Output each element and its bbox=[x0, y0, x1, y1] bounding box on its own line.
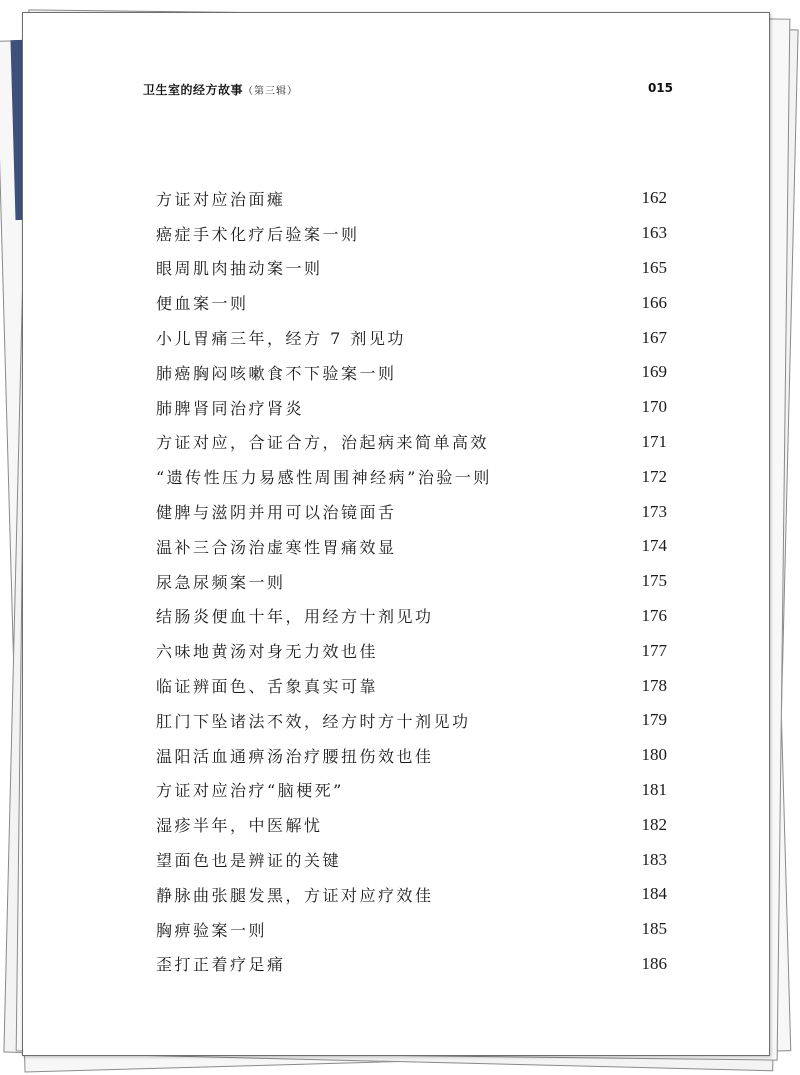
toc-entry bbox=[156, 459, 667, 494]
toc-entry-title: 温阳活血通痹汤治疗腰扭伤效也佳 bbox=[156, 746, 434, 766]
toc-entry bbox=[156, 842, 667, 877]
toc-entry-title: 肺脾肾同治疗肾炎 bbox=[156, 398, 305, 418]
running-head bbox=[143, 81, 673, 101]
toc-entry-page: 165 bbox=[641, 257, 667, 277]
toc-entry-title: 湿疹半年，中医解忧 bbox=[156, 816, 323, 836]
toc-entry-page: 181 bbox=[641, 779, 667, 799]
toc-entry bbox=[156, 912, 667, 947]
toc-entry bbox=[156, 738, 667, 773]
toc-entry bbox=[156, 668, 667, 703]
toc-entry-title: 肛门下坠诸法不效，经方时方十剂见功 bbox=[156, 711, 471, 731]
toc-entry-title: 望面色也是辨证的关键 bbox=[156, 851, 342, 871]
toc-entry bbox=[156, 877, 667, 912]
toc-entry-page: 179 bbox=[641, 710, 667, 730]
toc-entry bbox=[156, 599, 667, 634]
book-title: 卫生室的经方故事（第三辑） bbox=[143, 83, 299, 97]
toc-entry-title: 眼周肌肉抽动案一则 bbox=[156, 259, 323, 279]
toc-entry-title: 便血案一则 bbox=[156, 294, 249, 314]
table-of-contents bbox=[156, 181, 667, 981]
volume-label: （第三辑） bbox=[243, 86, 299, 97]
toc-entry-title: 胸痹验案一则 bbox=[156, 920, 268, 940]
toc-entry-title: 临证辨面色、舌象真实可靠 bbox=[156, 677, 379, 697]
toc-entry-page: 172 bbox=[641, 466, 667, 486]
toc-entry bbox=[156, 773, 667, 808]
toc-entry-title: 温补三合汤治虚寒性胃痛效显 bbox=[156, 537, 397, 557]
toc-entry bbox=[156, 320, 667, 355]
toc-entry-page: 184 bbox=[641, 884, 667, 904]
toc-entry bbox=[156, 633, 667, 668]
toc-entry-page: 182 bbox=[641, 814, 667, 834]
toc-entry bbox=[156, 251, 667, 286]
page-number: 015 bbox=[647, 81, 673, 95]
toc-entry bbox=[156, 947, 667, 982]
toc-entry-title: 歪打正着疗足痛 bbox=[156, 955, 286, 975]
toc-entry-page: 174 bbox=[641, 536, 667, 556]
toc-entry-title: 结肠炎便血十年，用经方十剂见功 bbox=[156, 607, 434, 627]
toc-entry bbox=[156, 807, 667, 842]
toc-entry bbox=[156, 285, 667, 320]
toc-entry-title: 方证对应治疗“脑梗死” bbox=[156, 781, 344, 801]
toc-entry bbox=[156, 703, 667, 738]
toc-entry bbox=[156, 216, 667, 251]
toc-entry bbox=[156, 529, 667, 564]
toc-entry-page: 170 bbox=[641, 397, 667, 417]
toc-entry bbox=[156, 494, 667, 529]
toc-entry bbox=[156, 564, 667, 599]
toc-entry bbox=[156, 425, 667, 460]
toc-entry-page: 162 bbox=[641, 188, 667, 208]
toc-entry-page: 176 bbox=[641, 605, 667, 625]
toc-entry-page: 178 bbox=[641, 675, 667, 695]
toc-entry-title: 癌症手术化疗后验案一则 bbox=[156, 224, 360, 244]
toc-entry-title: 六味地黄汤对身无力效也佳 bbox=[156, 642, 379, 662]
toc-entry-title: 小儿胃痛三年，经方 7 剂见功 bbox=[156, 329, 406, 349]
toc-entry-page: 177 bbox=[641, 640, 667, 660]
toc-entry-title: 静脉曲张腿发黑，方证对应疗效佳 bbox=[156, 885, 434, 905]
toc-entry bbox=[156, 355, 667, 390]
toc-entry-page: 175 bbox=[641, 571, 667, 591]
toc-entry-title: 肺癌胸闷咳嗽食不下验案一则 bbox=[156, 363, 397, 383]
toc-entry-page: 169 bbox=[641, 362, 667, 382]
toc-entry-page: 173 bbox=[641, 501, 667, 521]
book-page bbox=[22, 12, 770, 1056]
toc-entry-page: 166 bbox=[641, 292, 667, 312]
toc-entry-title: 健脾与滋阴并用可以治镜面舌 bbox=[156, 503, 397, 523]
toc-entry-title: 方证对应治面瘫 bbox=[156, 189, 286, 209]
toc-entry bbox=[156, 181, 667, 216]
toc-entry-page: 163 bbox=[641, 223, 667, 243]
toc-entry-title: 尿急尿频案一则 bbox=[156, 572, 286, 592]
toc-entry-title: 方证对应，合证合方，治起病来简单高效 bbox=[156, 433, 490, 453]
toc-entry bbox=[156, 390, 667, 425]
toc-entry-title: “遗传性压力易感性周围神经病”治验一则 bbox=[156, 468, 492, 488]
toc-entry-page: 171 bbox=[641, 431, 667, 451]
toc-entry-page: 180 bbox=[641, 745, 667, 765]
toc-entry-page: 185 bbox=[641, 919, 667, 939]
toc-entry-page: 183 bbox=[641, 849, 667, 869]
toc-entry-page: 186 bbox=[641, 953, 667, 973]
toc-entry-page: 167 bbox=[641, 327, 667, 347]
